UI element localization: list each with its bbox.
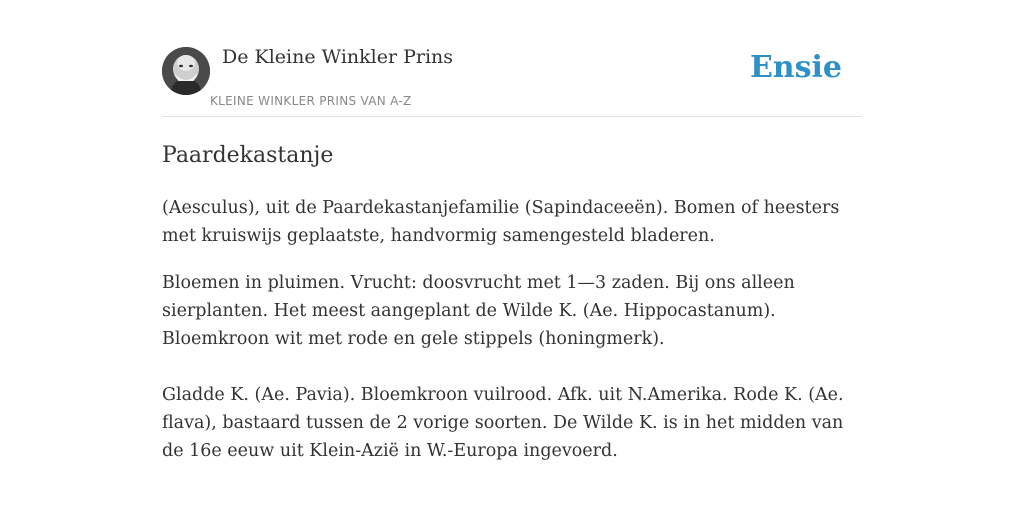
entry-paragraph: Bloemen in pluimen. Vrucht: doosvrucht met 1—3 zaden. Bij ons alleen sierplanten. Het meest aangeplant de Wilde K. (Ae. Hippocastanum). Bloemkroon wit met rode en gele stippels (honingmerk). [162, 273, 795, 349]
entry-body [162, 194, 862, 465]
entry-paragraph: (Aesculus), uit de Paardekastanjefamilie (Sapindaceeën). Bomen of heesters met kruiswijs geplaatste, handvormig samengesteld bladeren. [162, 198, 840, 246]
page [162, 0, 862, 465]
avatar-image [162, 47, 210, 95]
entry-title: Paardekastanje [162, 143, 334, 168]
portrait-bearded-man-icon[interactable] [162, 47, 210, 95]
entry-paragraph: Gladde K. (Ae. Pavia). Bloemkroon vuilrood. Afk. uit N.Amerika. Rode K. (Ae. flava), bastaard tussen de 2 vorige soorten. De Wilde K. is in het midden van de 16e eeuw uit Klein-Azië in W.-Europa ingevoerd. [162, 385, 844, 461]
brand-logo-link[interactable]: Ensie [749, 50, 842, 85]
source-title[interactable]: De Kleine Winkler Prins [222, 46, 454, 68]
header [162, 0, 862, 117]
source-subtitle[interactable]: KLEINE WINKLER PRINS VAN A-Z [210, 94, 412, 108]
